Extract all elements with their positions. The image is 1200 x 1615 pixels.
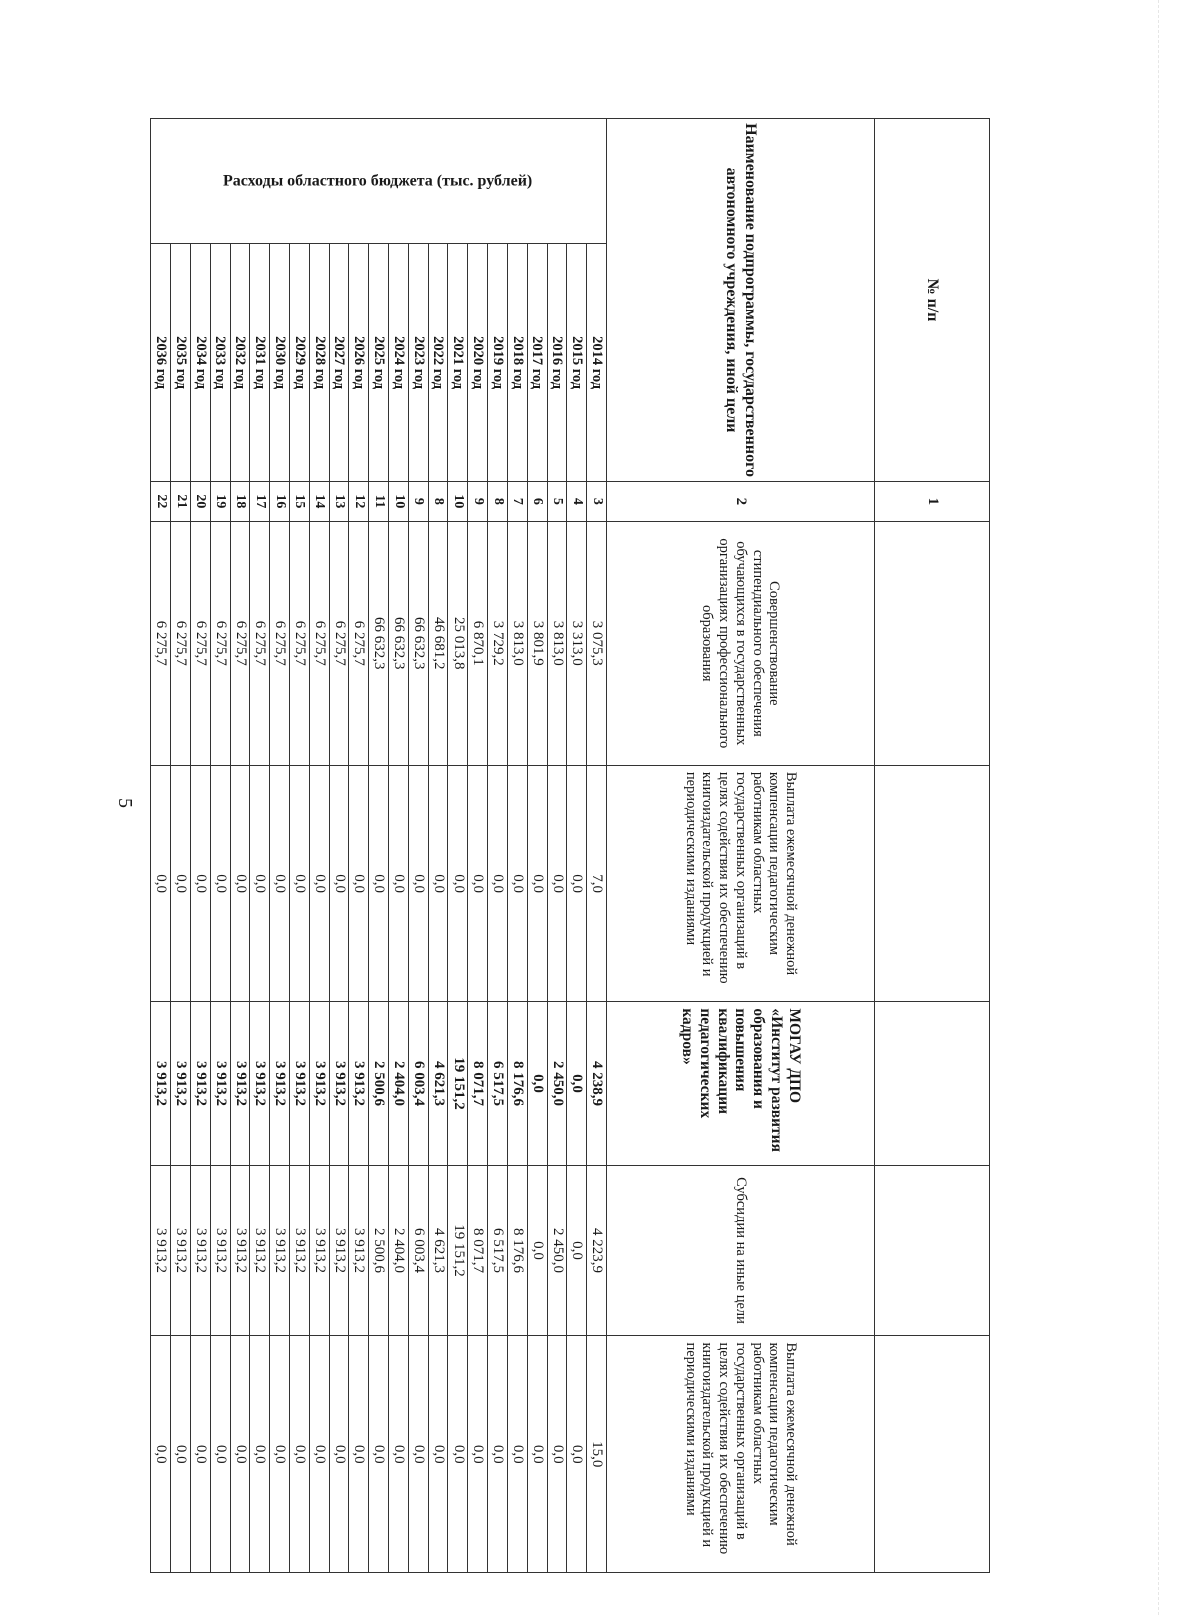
index-year: 6 [527, 482, 547, 522]
cell-value: 0,0 [270, 1336, 290, 1573]
row-year [369, 119, 389, 1573]
cell-value: 0,0 [389, 765, 409, 1001]
header-year: 2025 год [369, 244, 389, 482]
cell-value: 6 275,7 [329, 521, 349, 765]
cell-value: 0,0 [369, 765, 389, 1001]
cell-value: 2 404,0 [389, 1165, 409, 1336]
cell-value: 6 003,4 [408, 1002, 428, 1165]
cell-value: 0,0 [448, 765, 468, 1001]
cell-value: 0,0 [190, 765, 210, 1001]
row-year [171, 119, 191, 1573]
cell-value: 0,0 [527, 1165, 547, 1336]
cell-value: 3 813,0 [507, 521, 527, 765]
cell-value: 7,0 [587, 765, 607, 1001]
cell-value: 3 913,2 [290, 1165, 310, 1336]
row-year [250, 119, 270, 1573]
index-year: 11 [369, 482, 389, 522]
row-year [428, 119, 448, 1573]
index-year: 8 [428, 482, 448, 522]
cell-value: 3 913,2 [329, 1002, 349, 1165]
cell-value: 3 729,2 [488, 521, 508, 765]
cell-number [875, 1002, 990, 1165]
cell-value: 3 913,2 [190, 1002, 210, 1165]
cell-value: 6 870,1 [468, 521, 488, 765]
row-year [389, 119, 409, 1573]
cell-value: 4 238,9 [587, 1002, 607, 1165]
cell-value: 0,0 [329, 765, 349, 1001]
cell-value: 3 913,2 [230, 1002, 250, 1165]
index-year: 21 [171, 482, 191, 522]
row-year [448, 119, 468, 1573]
index-year: 5 [547, 482, 567, 522]
header-year: 2031 год [250, 244, 270, 482]
header-year: 2014 год [587, 244, 607, 482]
cell-value: 0,0 [230, 765, 250, 1001]
cell-value: 2 404,0 [389, 1002, 409, 1165]
cell-value: 4 621,3 [428, 1165, 448, 1336]
row-year [210, 119, 230, 1573]
cell-value: 0,0 [428, 765, 448, 1001]
row-year [151, 119, 171, 1573]
header-year: 2033 год [210, 244, 230, 482]
cell-value: 0,0 [210, 765, 230, 1001]
header-year: 2030 год [270, 244, 290, 482]
header-year: 2028 год [309, 244, 329, 482]
index-year: 19 [210, 482, 230, 522]
cell-value: 3 913,2 [190, 1165, 210, 1336]
index-number: 1 [875, 482, 990, 522]
cell-value: 0,0 [488, 1336, 508, 1573]
index-year: 22 [151, 482, 171, 522]
cell-value: 0,0 [190, 1336, 210, 1573]
cell-value: 3 913,2 [210, 1002, 230, 1165]
cell-value: 0,0 [349, 1336, 369, 1573]
cell-value: 6 275,7 [309, 521, 329, 765]
cell-value: 3 913,2 [309, 1002, 329, 1165]
cell-value: 46 681,2 [428, 521, 448, 765]
cell-value: 0,0 [547, 765, 567, 1001]
cell-value: 0,0 [250, 765, 270, 1001]
cell-value: 15,0 [587, 1336, 607, 1573]
row-year [408, 119, 428, 1573]
cell-value: 6 275,7 [290, 521, 310, 765]
cell-value: 6 275,7 [230, 521, 250, 765]
cell-value: 4 223,9 [587, 1165, 607, 1336]
index-year: 7 [507, 482, 527, 522]
cell-number [875, 521, 990, 765]
cell-value: 0,0 [349, 765, 369, 1001]
header-year: 2018 год [507, 244, 527, 482]
cell-value: 0,0 [567, 1336, 587, 1573]
cell-value: 6 003,4 [408, 1165, 428, 1336]
index-year: 9 [468, 482, 488, 522]
cell-value: 8 071,7 [468, 1002, 488, 1165]
cell-value: 66 632,3 [389, 521, 409, 765]
cell-value: 0,0 [507, 1336, 527, 1573]
cell-value: 8 071,7 [468, 1165, 488, 1336]
index-year: 13 [329, 482, 349, 522]
cell-value: 0,0 [468, 765, 488, 1001]
cell-value: 0,0 [329, 1336, 349, 1573]
budget-table-wrapper [150, 118, 990, 1573]
index-year: 20 [190, 482, 210, 522]
scan-edge-marks [1158, 0, 1160, 1615]
cell-number [875, 1165, 990, 1336]
cell-value: 0,0 [567, 1002, 587, 1165]
cell-name: Совершенствование стипендиального обеспечения обучающихся в государственных организациях профессионального образования [607, 521, 875, 765]
cell-value: 6 275,7 [270, 521, 290, 765]
cell-value: 0,0 [369, 1336, 389, 1573]
index-year: 15 [290, 482, 310, 522]
cell-value: 0,0 [488, 765, 508, 1001]
cell-value: 6 517,5 [488, 1165, 508, 1336]
cell-name: Выплата ежемесячной денежной компенсации педагогическим работникам областных государственных организаций в целях содействия их обеспечению книгоиздательской продукцией и периодическими изданиями [607, 765, 875, 1001]
cell-value: 3 813,0 [547, 521, 567, 765]
cell-name: МОГАУ ДПО «Институт развития образования и повышения квалификации педагогических кадров» [607, 1002, 875, 1165]
cell-value: 2 450,0 [547, 1002, 567, 1165]
row-year [488, 119, 508, 1573]
cell-value: 3 913,2 [329, 1165, 349, 1336]
row-col-number [875, 119, 990, 1573]
header-year: 2035 год [171, 244, 191, 482]
row-year [290, 119, 310, 1573]
cell-value: 3 913,2 [171, 1002, 191, 1165]
cell-value: 6 275,7 [250, 521, 270, 765]
header-name: Наименование подпрограммы, государственного автономного учреждения, иной цели [607, 119, 875, 482]
header-year: 2029 год [290, 244, 310, 482]
cell-value: 3 075,3 [587, 521, 607, 765]
cell-value: 3 913,2 [270, 1165, 290, 1336]
cell-value: 6 275,7 [190, 521, 210, 765]
table-body [151, 119, 990, 1573]
cell-value: 3 913,2 [151, 1165, 171, 1336]
cell-value: 0,0 [151, 765, 171, 1001]
row-year [468, 119, 488, 1573]
cell-value: 3 913,2 [151, 1002, 171, 1165]
row-year [527, 119, 547, 1573]
cell-value: 0,0 [527, 1002, 547, 1165]
budget-expenses-table [150, 118, 990, 1573]
row-year [507, 119, 527, 1573]
header-expenses: Расходы областного бюджета (тыс. рублей) [151, 119, 607, 244]
cell-value: 3 913,2 [250, 1165, 270, 1336]
index-year: 16 [270, 482, 290, 522]
cell-value: 8 176,6 [507, 1002, 527, 1165]
row-year [587, 119, 607, 1573]
cell-value: 0,0 [290, 765, 310, 1001]
row-col-name [607, 119, 875, 1573]
cell-value: 0,0 [309, 1336, 329, 1573]
cell-value: 3 913,2 [349, 1002, 369, 1165]
cell-value: 0,0 [567, 765, 587, 1001]
cell-value: 0,0 [290, 1336, 310, 1573]
cell-value: 2 450,0 [547, 1165, 567, 1336]
header-year: 2024 год [389, 244, 409, 482]
index-year: 10 [448, 482, 468, 522]
cell-value: 6 275,7 [349, 521, 369, 765]
header-year: 2021 год [448, 244, 468, 482]
cell-value: 3 913,2 [290, 1002, 310, 1165]
header-year: 2027 год [329, 244, 349, 482]
cell-value: 3 801,9 [527, 521, 547, 765]
index-year: 12 [349, 482, 369, 522]
cell-value: 0,0 [171, 765, 191, 1001]
row-year [567, 119, 587, 1573]
header-year: 2016 год [547, 244, 567, 482]
cell-value: 0,0 [527, 1336, 547, 1573]
cell-value: 3 913,2 [309, 1165, 329, 1336]
header-year: 2019 год [488, 244, 508, 482]
cell-value: 66 632,3 [408, 521, 428, 765]
cell-value: 0,0 [151, 1336, 171, 1573]
header-year: 2023 год [408, 244, 428, 482]
cell-value: 2 500,6 [369, 1002, 389, 1165]
row-year [190, 119, 210, 1573]
cell-value: 0,0 [408, 1336, 428, 1573]
cell-value: 0,0 [408, 765, 428, 1001]
index-year: 8 [488, 482, 508, 522]
cell-value: 66 632,3 [369, 521, 389, 765]
header-year: 2036 год [151, 244, 171, 482]
cell-value: 6 275,7 [210, 521, 230, 765]
cell-value: 0,0 [567, 1165, 587, 1336]
index-year: 4 [567, 482, 587, 522]
cell-value: 0,0 [210, 1336, 230, 1573]
cell-value: 0,0 [270, 765, 290, 1001]
cell-value: 3 913,2 [270, 1002, 290, 1165]
index-year: 14 [309, 482, 329, 522]
cell-name: Выплата ежемесячной денежной компенсации педагогическим работникам областных государственных организаций в целях содействия их обеспечению книгоиздательской продукцией и периодическими изданиями [607, 1336, 875, 1573]
row-year [329, 119, 349, 1573]
index-year: 9 [408, 482, 428, 522]
index-year: 3 [587, 482, 607, 522]
cell-value: 0,0 [389, 1336, 409, 1573]
row-year [309, 119, 329, 1573]
header-year: 2026 год [349, 244, 369, 482]
cell-number [875, 1336, 990, 1573]
header-year: 2032 год [230, 244, 250, 482]
cell-name: Субсидии на иные цели [607, 1165, 875, 1336]
cell-value: 6 275,7 [171, 521, 191, 765]
cell-value: 3 313,0 [567, 521, 587, 765]
cell-value: 0,0 [428, 1336, 448, 1573]
cell-value: 3 913,2 [171, 1165, 191, 1336]
cell-value: 4 621,3 [428, 1002, 448, 1165]
cell-value: 2 500,6 [369, 1165, 389, 1336]
cell-value: 0,0 [448, 1336, 468, 1573]
cell-value: 0,0 [230, 1336, 250, 1573]
cell-value: 6 275,7 [151, 521, 171, 765]
header-year: 2022 год [428, 244, 448, 482]
cell-value: 3 913,2 [230, 1165, 250, 1336]
cell-value: 3 913,2 [210, 1165, 230, 1336]
cell-value: 3 913,2 [250, 1002, 270, 1165]
cell-value: 0,0 [309, 765, 329, 1001]
cell-value: 19 151,2 [448, 1002, 468, 1165]
index-year: 17 [250, 482, 270, 522]
row-year [230, 119, 250, 1573]
page-number: 5 [114, 798, 136, 808]
cell-value: 8 176,6 [507, 1165, 527, 1336]
row-year [270, 119, 290, 1573]
row-year [349, 119, 369, 1573]
cell-value: 0,0 [547, 1336, 567, 1573]
cell-value: 0,0 [250, 1336, 270, 1573]
index-year: 18 [230, 482, 250, 522]
header-year: 2020 год [468, 244, 488, 482]
cell-value: 0,0 [527, 765, 547, 1001]
cell-value: 0,0 [171, 1336, 191, 1573]
cell-value: 25 013,8 [448, 521, 468, 765]
header-year: 2034 год [190, 244, 210, 482]
header-year: 2017 год [527, 244, 547, 482]
cell-value: 3 913,2 [349, 1165, 369, 1336]
header-year: 2015 год [567, 244, 587, 482]
cell-value: 19 151,2 [448, 1165, 468, 1336]
header-number: № п/п [875, 119, 990, 482]
row-year [547, 119, 567, 1573]
cell-value: 0,0 [507, 765, 527, 1001]
index-year: 10 [389, 482, 409, 522]
index-name: 2 [607, 482, 875, 522]
cell-value: 0,0 [468, 1336, 488, 1573]
cell-value: 6 517,5 [488, 1002, 508, 1165]
cell-number [875, 765, 990, 1001]
